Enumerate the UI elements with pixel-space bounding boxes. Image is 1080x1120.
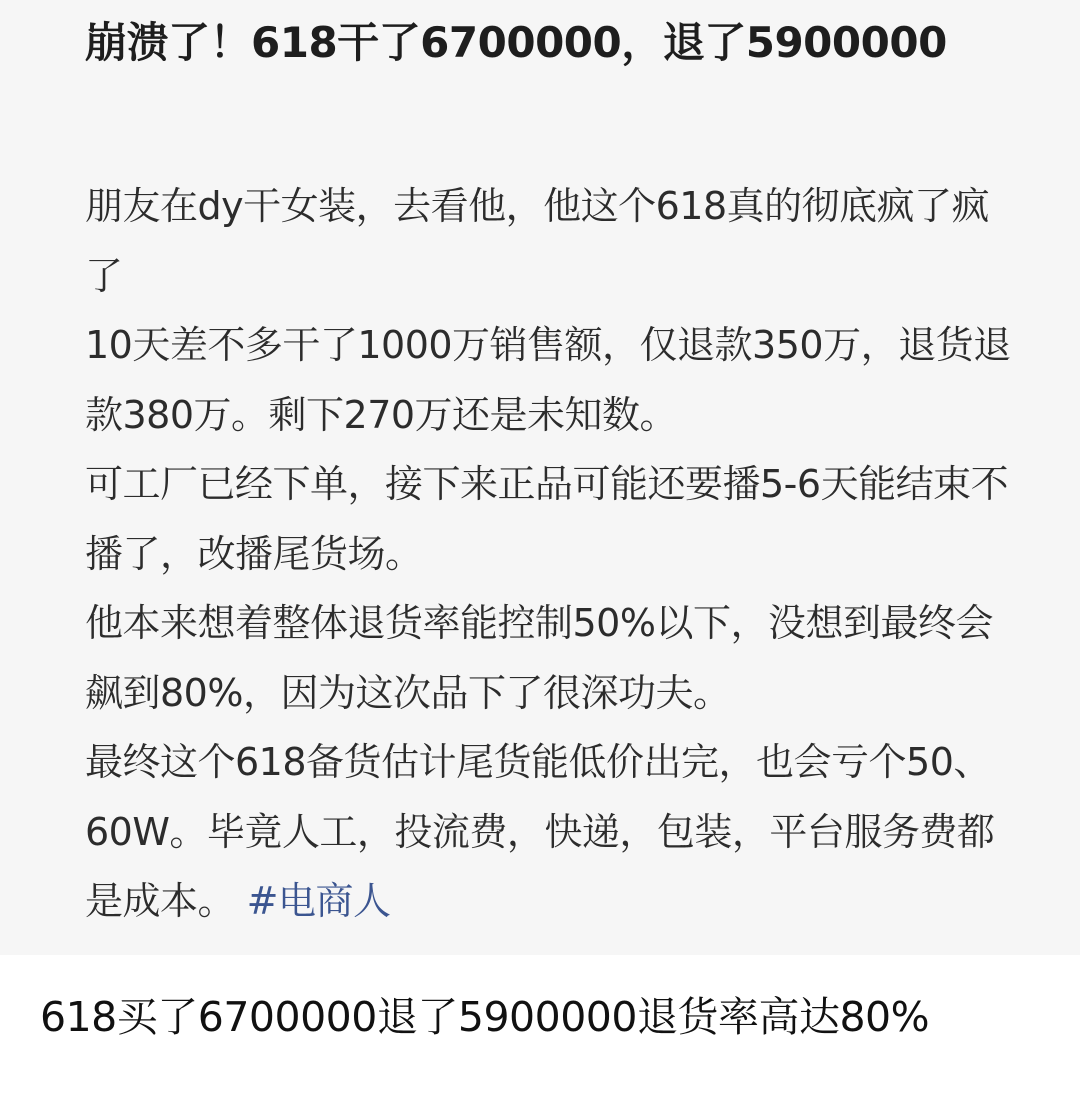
post-paragraph: 可工厂已经下单，接下来正品可能还要播5-6天能结束不播了，改播尾货场。: [85, 462, 1009, 576]
post-title: 崩溃了！618干了6700000，退了5900000: [85, 18, 947, 67]
post-paragraph: 朋友在dy干女装，去看他，他这个618真的彻底疯了疯了: [85, 184, 990, 298]
post-paragraph: 他本来想着整体退货率能控制50%以下，没想到最终会飙到80%，因为这次品下了很深功夫。: [85, 601, 993, 715]
post-paragraph-last: [85, 728, 1015, 937]
post-paragraph: 10天差不多干了1000万销售额，仅退款350万，退货退款380万。剩下270万还是未知数。: [85, 323, 1011, 437]
post-paragraph-text: 最终这个618备货估计尾货能低价出完，也会亏个50、60W。毕竟人工，投流费，快递，包装，平台服务费都是成本。: [85, 740, 995, 923]
post-body: [85, 172, 1015, 937]
image-caption: 618买了6700000退了5900000退货率高达80%: [40, 993, 930, 1041]
hashtag-link[interactable]: #电商人: [246, 879, 391, 923]
